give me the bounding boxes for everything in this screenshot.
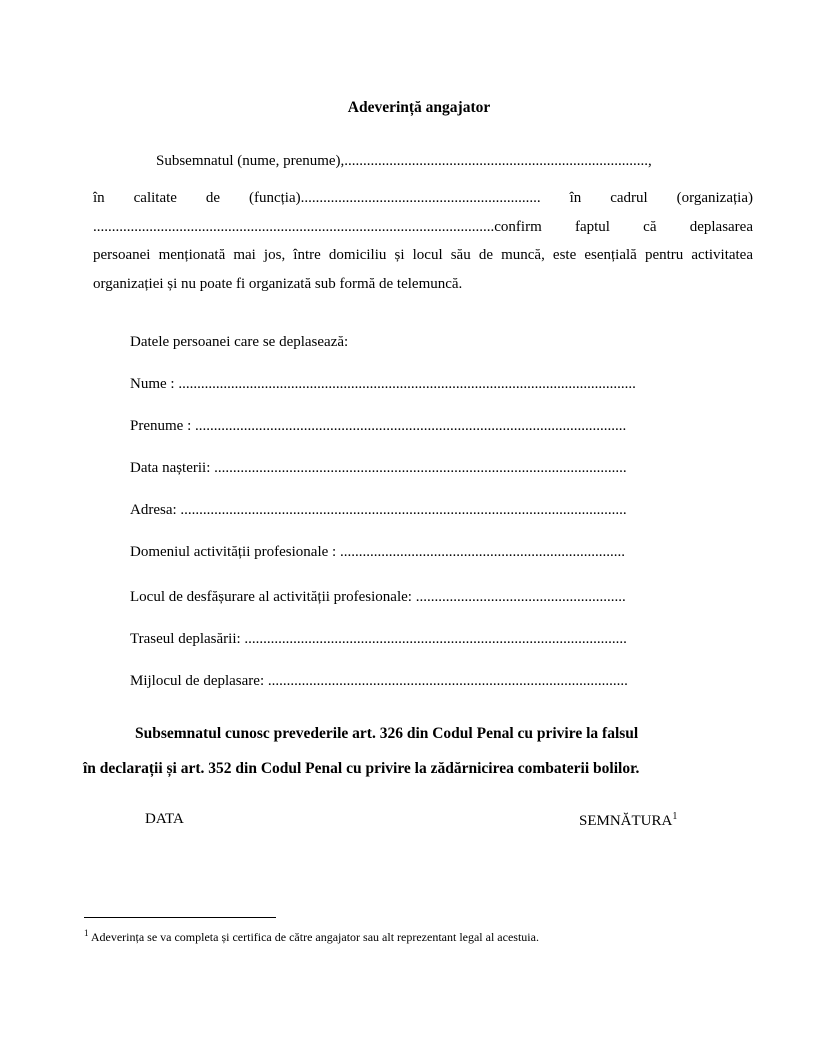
section-heading: Datele persoanei care se deplasează: — [130, 334, 349, 350]
field-locul: Locul de desfășurare al activității profesionale: ........................................................ — [130, 589, 626, 605]
footnote-divider — [84, 917, 276, 918]
statement-line-1: Subsemnatul cunosc prevederile art. 326 din Codul Penal cu privire la falsul — [135, 725, 639, 742]
footnote-text: Adeverința se va completa și certifica de către angajator sau alt reprezentant legal al acestuia. — [90, 930, 539, 944]
signature-label — [579, 812, 677, 829]
statement-line-2: în declarații și art. 352 din Codul Penal cu privire la zădărnicirea combaterii bolilor. — [83, 760, 640, 777]
subsemnatul-line: Subsemnatul (nume, prenume),................................................................................., — [156, 153, 652, 169]
field-data-nasterii: Data nașterii: .............................................................................................................. — [130, 460, 627, 476]
employer-paragraph — [93, 184, 753, 299]
field-traseul: Traseul deplasării: ...................................................................................................... — [130, 631, 627, 647]
paragraph-line: în calitate de (funcția)................................................................ în cadrul (organizația) — [93, 190, 753, 206]
date-label: DATA — [145, 811, 184, 827]
paragraph-line: ...........................................................................................................confirm faptul că deplasarea — [93, 218, 753, 235]
field-prenume: Prenume : ................................................................................................................... — [130, 418, 627, 434]
paragraph-line: persoanei menționată mai jos, între domiciliu și locul său de muncă, este esențială pentru activitatea — [93, 247, 753, 264]
field-adresa: Adresa: ....................................................................................................................... — [130, 502, 627, 518]
paragraph-line: organizației și nu poate fi organizată sub formă de telemuncă. — [93, 276, 463, 293]
document-title: Adeverință angajator — [347, 99, 491, 116]
field-mijlocul: Mijlocul de deplasare: ................................................................................................ — [130, 673, 628, 689]
field-nume: Nume : .......................................................................................................................... — [130, 376, 636, 392]
field-domeniul: Domeniul activității profesionale : ............................................................................ — [130, 544, 625, 560]
footnote-marker: 1 — [84, 928, 89, 938]
footnote-reference: 1 — [672, 811, 678, 822]
footnote — [84, 929, 539, 943]
signature-label-text: SEMNĂTURA — [579, 813, 673, 829]
